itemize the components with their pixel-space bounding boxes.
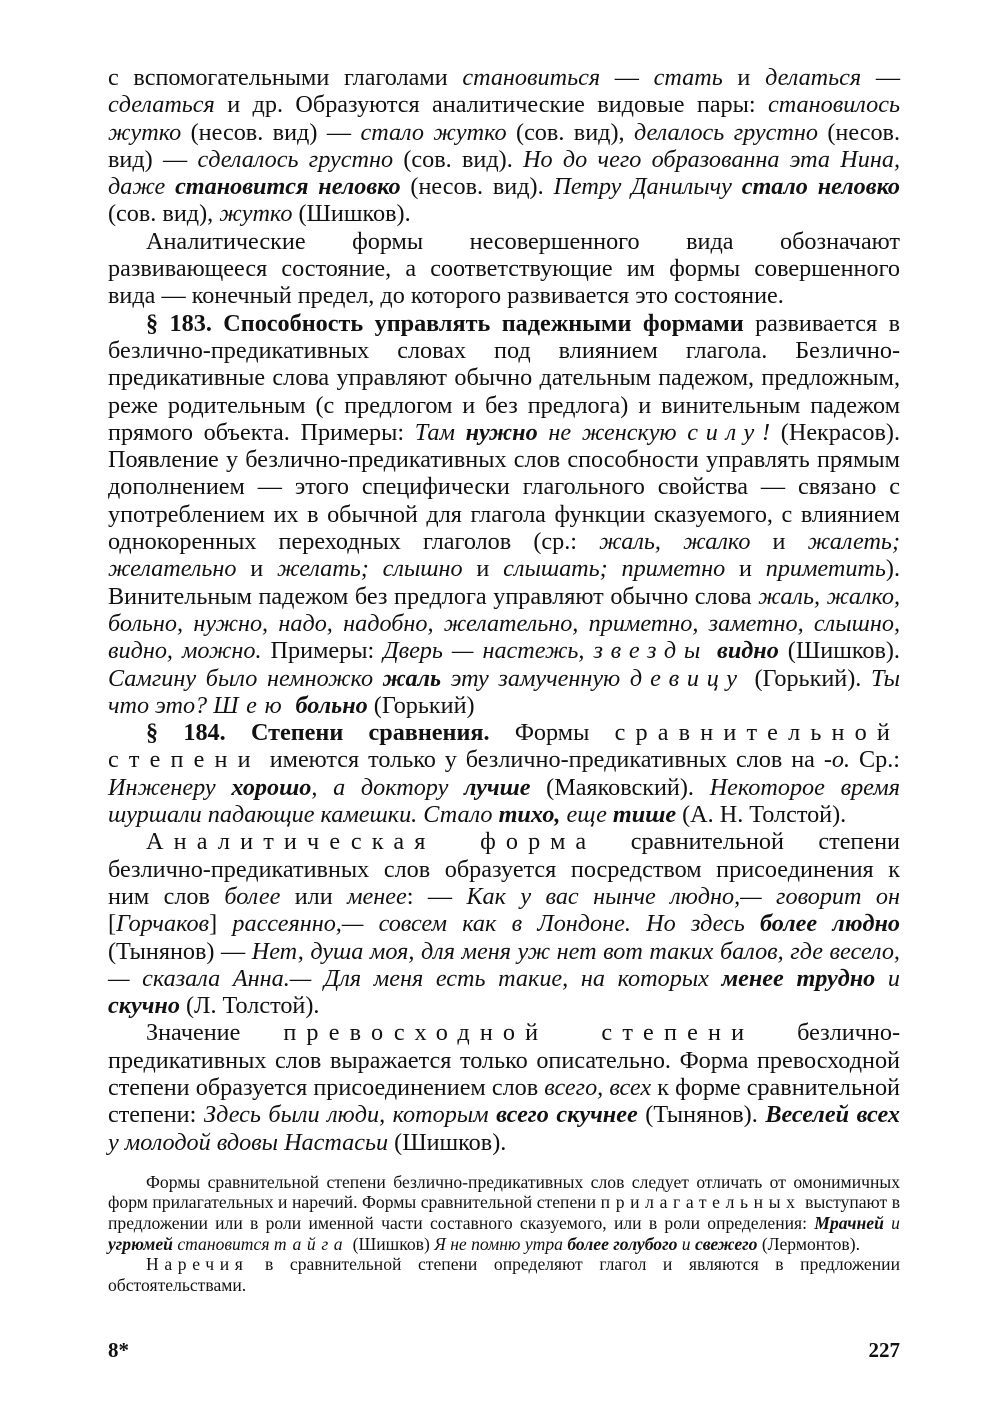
note-adverbs: Наречия в сравнительной степени определяют глагол и являются в предложении обстоятельствами. (108, 1254, 900, 1295)
section-184: § 184. Степени сравнения. Формы сравнительной степени имеются только у безлично-предикативных слов на -о. Ср.: Инженеру хорошо, а доктору лучше (Маяковский). Некоторое время шуршали падающие камешки. Стало тихо, еще тише (А. Н. Толстой). (108, 719, 900, 829)
paragraph-analytic-forms: Аналитические формы несовершенного вида обозначают развивающееся состояние, а соответствующие им формы совершенного вида — конечный предел, до которого развивается это состояние. (108, 227, 900, 310)
section-183-heading: § 183. Способность управлять падежными формами (146, 309, 744, 337)
section-184-heading: § 184. Степени сравнения. (146, 719, 490, 747)
note-adjectives: Формы сравнительной степени безлично-предикативных слов следует отличать от омонимичных форм прилагательных и наречий. Формы сравнительной степени прилагательных выступают в предложении или в роли именной части составного сказуемого, или в роли определения: Мрачней и угрюмей становится тайга (Шишков) Я не помню утра более голубого и свежего (Лермонтов). (108, 1171, 900, 1254)
paragraph-comparative-analytic: Аналитическая форма сравнительной степени безлично-предикативных слов образуется посредством присоединения к ним слов более или менее: — Как у вас нынче людно,— говорит он [Горчаков] рассеянно,— совсем как в Лондоне. Но здесь более людно (Тынянов) — Нет, душа моя, для меня уж нет вот таких балов, где весело,— сказала Анна.— Для меня есть такие, на которых менее трудно и скучно (Л. Толстой). (108, 828, 900, 1020)
paragraph-aspect-pairs: с вспомогательными глаголами становиться — стать и делаться — сделаться и др. Образуются аналитические видовые пары: становилось жутко (несов. вид) — стало жутко (сов. вид), делалось грустно (несов. вид) — сделалось грустно (сов. вид). Но до чего образованна эта Нина, даже становится неловко (несов. вид). Петру Данилычу стало неловко (сов. вид), жутко (Шишков). (108, 64, 901, 228)
page-body (108, 64, 900, 1295)
sheet-signature: 8* (108, 1338, 129, 1362)
page-footer (108, 1338, 900, 1366)
section-183: § 183. Способность управлять падежными формами развивается в безлично-предикативных словах под влиянием глагола. Безлично-предикативные слова управляют обычно дательным падежом, предложным, реже родительным (с предлогом и без предлога) и винительным падежом прямого объекта. Примеры: Там нужно не женскую силу! (Некрасов). Появление у безлично-предикативных слов способности управлять прямым дополнением — этого специфически глагольного свойства — связано с употреблением их в обычной для глагола функции сказуемого, с влиянием однокоренных переходных глаголов (ср.: жаль, жалко и жалеть; желательно и желать; слышно и слышать; приметно и приметить). Винительным падежом без предлога управляют обычно слова жаль, жалко, больно, нужно, надо, надобно, желательно, приметно, заметно, слышно, видно, можно. Примеры: Дверь — настежь, звезды видно (Шишков). Самгину было немножко жаль эту замученную девицу (Горький). Ты что это? Шею больно (Горький) (108, 309, 900, 719)
page-number: 227 (868, 1338, 900, 1362)
paragraph-superlative: Значение превосходной степени безлично-предикативных слов выражается только описательно. Форма превосходной степени образуется присоединением слов всего, всех к форме сравнительной степени: Здесь были люди, которым всего скучнее (Тынянов). Веселей всех у молодой вдовы Настасьи (Шишков). (108, 1019, 900, 1156)
